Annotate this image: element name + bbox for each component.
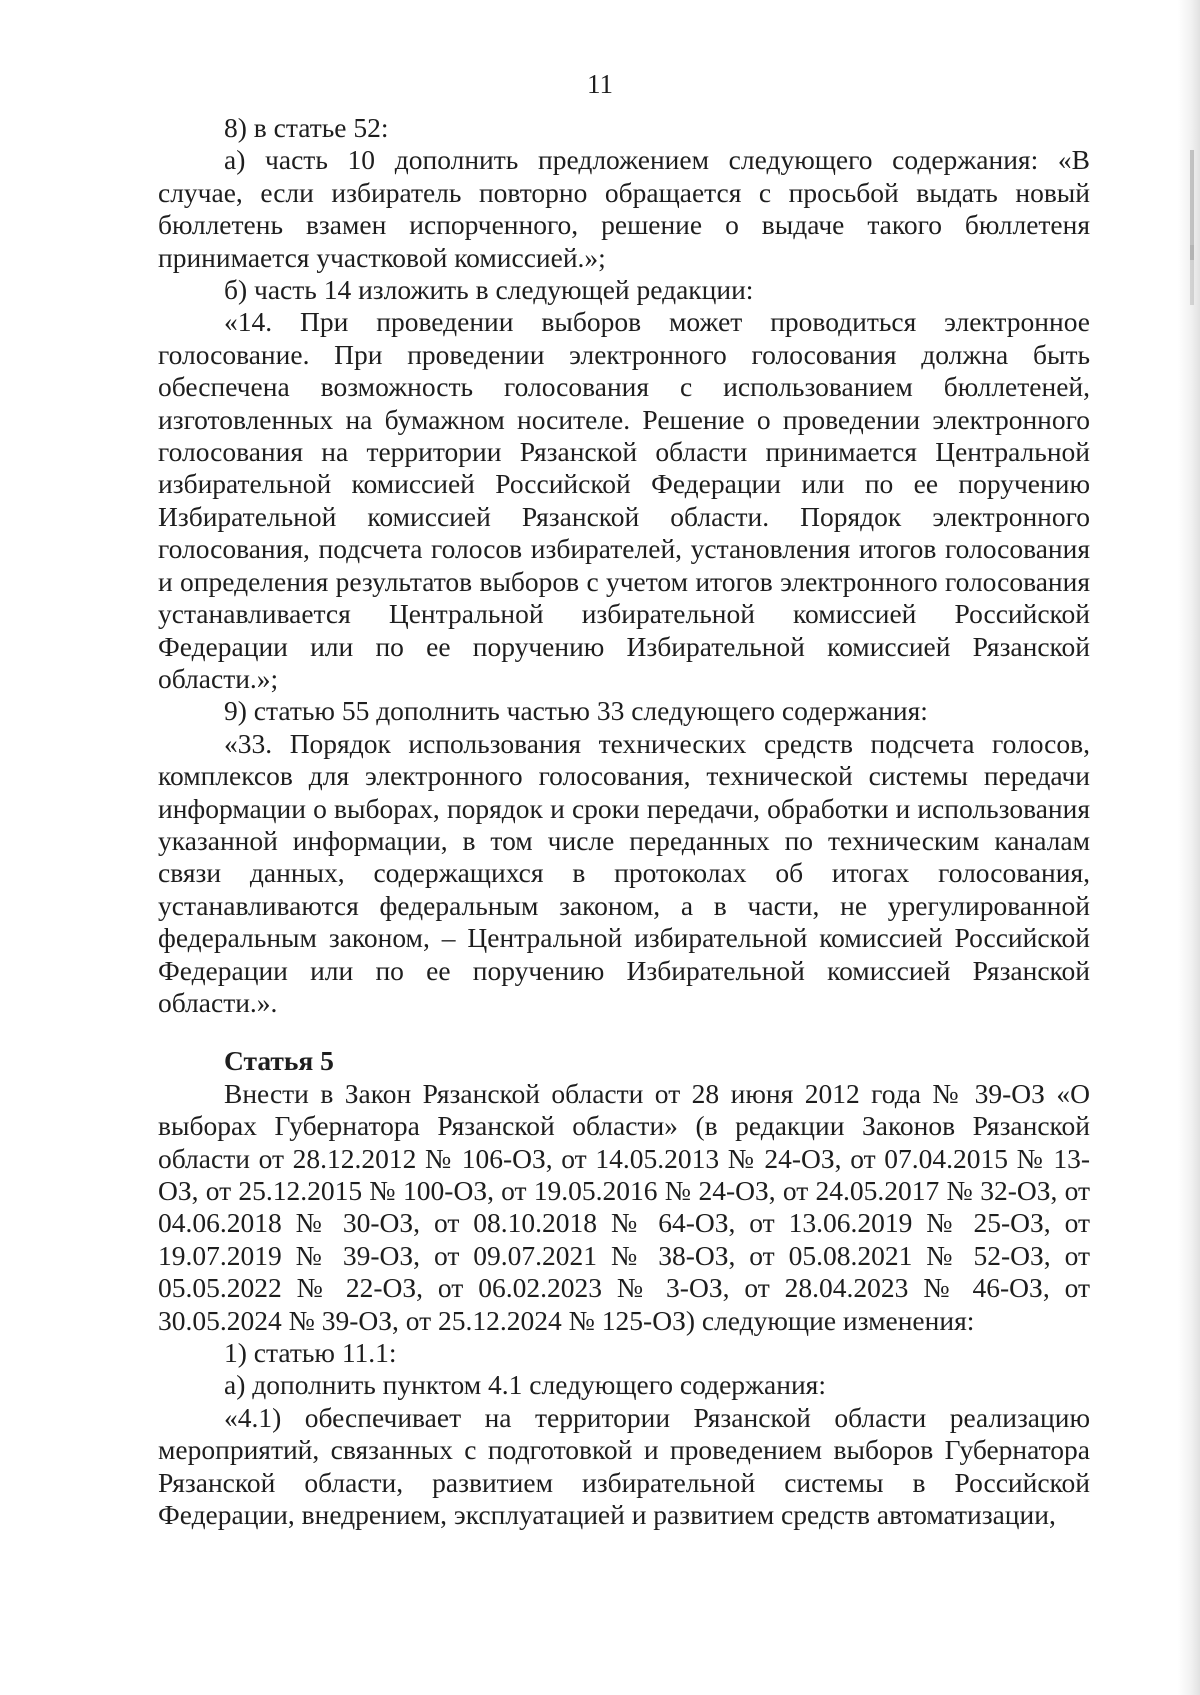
- article-5-heading: Статья 5: [224, 1045, 334, 1077]
- document-body: [158, 112, 1090, 1531]
- scan-artifact: [1190, 150, 1194, 260]
- item-8-article-52: 8) в статье 52:: [224, 112, 389, 143]
- item-9-article-55: 9) статью 55 дополнить частью 33 следующего содержания:: [224, 695, 928, 727]
- subitem-a-part-10: а) часть 10 дополнить предложением следующего содержания: «В случае, если избиратель повторно обращается с просьбой выдать новый бюллетень взамен испорченного, решение о выдаче такого бюллетеня принимается участковой комиссией.»;: [158, 144, 1090, 273]
- quoted-part-33: «33. Порядок использования технических средств подсчета голосов, комплексов для электронного голосования, технической системы передачи информации о выборах, порядок и сроки передачи, обработки и использования указанной информации, в том числе переданных по техническим каналам связи данных, содержащихся в протоколах об итогах голосования, устанавливаются федеральным законом, а в части, не урегулированной федеральным законом, – Центральной избирательной комиссией Российской Федерации или по ее поручению Избирательной комиссией Рязанской области.».: [158, 727, 1090, 1018]
- article-5-intro: Внести в Закон Рязанской области от 28 июня 2012 года № 39-ОЗ «О выборах Губернатора Рязанской области» (в редакции Законов Рязанской области от 28.12.2012 № 106-ОЗ, от 14.05.2013 № 24-ОЗ, от 07.04.2015 № 13-ОЗ, от 25.12.2015 № 100-ОЗ, от 19.05.2016 № 24-ОЗ, от 24.05.2017 № 32-ОЗ, от 04.06.2018 № 30-ОЗ, от 08.10.2018 № 64-ОЗ, от 13.06.2019 № 25-ОЗ, от 19.07.2019 № 39-ОЗ, от 09.07.2021 № 38-ОЗ, от 05.08.2021 № 52-ОЗ, от 05.05.2022 № 22-ОЗ, от 06.02.2023 № 3-ОЗ, от 28.04.2023 № 46-ОЗ, от 30.05.2024 № 39-ОЗ, от 25.12.2024 № 125-ОЗ) следующие изменения:: [158, 1077, 1090, 1336]
- item-1-article-11-1: 1) статью 11.1:: [224, 1337, 397, 1369]
- subitem-b-part-14: б) часть 14 изложить в следующей редакции:: [224, 274, 754, 306]
- page-number: 11: [587, 69, 613, 99]
- quoted-point-4-1: «4.1) обеспечивает на территории Рязанской области реализацию мероприятий, связанных с подготовкой и проведением выборов Губернатора Рязанской области, развитием избирательной системы в Российской Федерации, внедрением, эксплуатацией и развитием средств автоматизации,: [158, 1401, 1090, 1531]
- quoted-part-14: «14. При проведении выборов может проводиться электронное голосование. При проведении электронного голосования должна быть обеспечена возможность голосования с использованием бюллетеней, изготовленных на бумажном носителе. Решение о проведении электронного голосования на территории Рязанской области принимается Центральной избирательной комиссией Российской Федерации или по ее поручению Избирательной комиссией Рязанской области. Порядок электронного голосования, подсчета голосов избирателей, установления итогов голосования и определения результатов выборов с учетом итогов электронного голосования устанавливается Центральной избирательной комиссией Российской Федерации или по ее поручению Избирательной комиссией Рязанской области.»;: [158, 306, 1090, 694]
- scan-edge-shadow: [1178, 0, 1200, 1695]
- scan-artifact: [1190, 245, 1194, 305]
- subitem-a-point-4-1: а) дополнить пунктом 4.1 следующего содержания:: [224, 1369, 826, 1401]
